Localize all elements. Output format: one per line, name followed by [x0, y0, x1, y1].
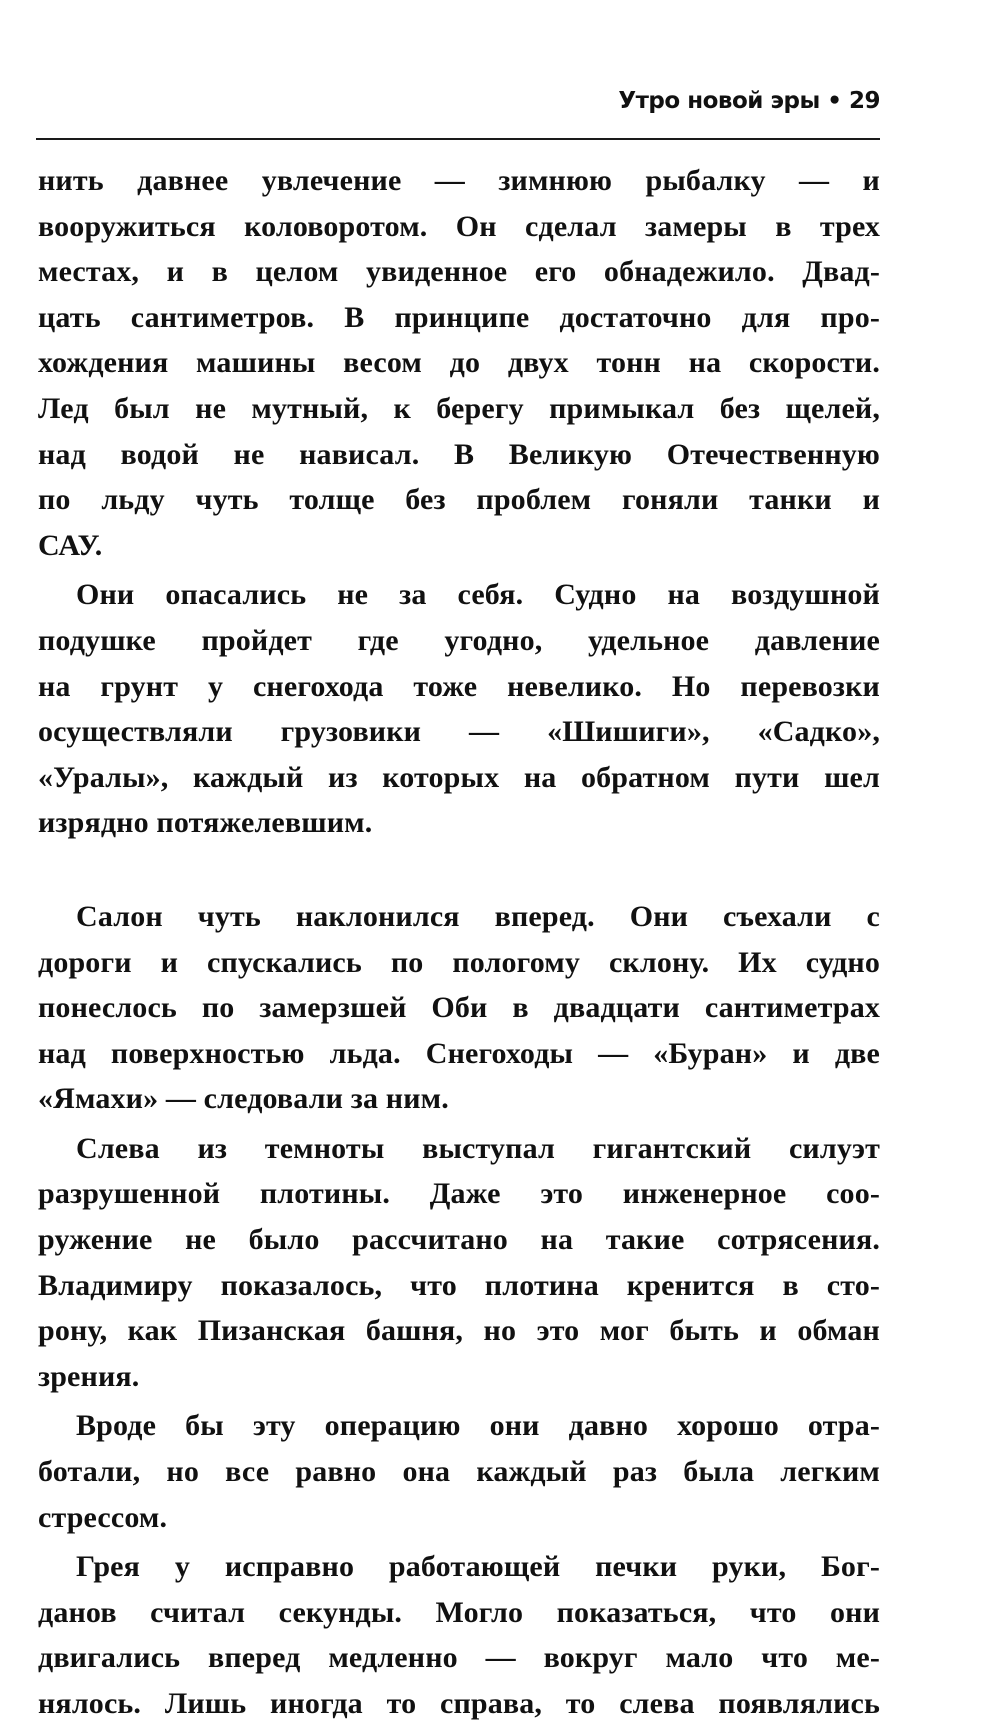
- text-line: Вроде бы эту операцию они давно хорошо отра-: [76, 1409, 880, 1443]
- text-line: Слева из темноты выступал гигантский силуэт: [76, 1131, 880, 1165]
- text-line: Лед был не мутный, к берегу примыкал без щелей,: [38, 391, 880, 425]
- text-line: изрядно потяжелевшим.: [38, 806, 373, 840]
- paragraph: [38, 1544, 880, 1726]
- text-line: стрессом.: [38, 1500, 168, 1534]
- text-line: «Ямахи» — следовали за ним.: [38, 1082, 449, 1116]
- text-line: хождения машины весом до двух тонн на скорости.: [38, 346, 880, 380]
- section-break: [38, 846, 880, 894]
- text-line: ружение не было рассчитано на такие сотрясения.: [38, 1223, 880, 1257]
- text-line: понеслось по замерзшей Оби в двадцати сантиметрах: [38, 991, 880, 1025]
- text-line: двигались вперед медленно — вокруг мало что ме-: [38, 1641, 880, 1675]
- text-line: рону, как Пизанская башня, но это мог быть и обман: [38, 1314, 880, 1348]
- text-line: Салон чуть наклонился вперед. Они съехали с: [76, 899, 880, 933]
- text-line: САУ.: [38, 528, 103, 562]
- text-line: Владимиру показалось, что плотина кренится в сто-: [38, 1268, 880, 1302]
- text-line: над поверхностью льда. Снегоходы — «Буран» и две: [38, 1036, 880, 1070]
- running-head: Утро новой эры • 29: [618, 88, 880, 114]
- paragraph: [38, 158, 880, 568]
- text-line: над водой не нависал. В Великую Отечественную: [38, 437, 880, 471]
- paragraph: [38, 1126, 880, 1400]
- text-line: данов считал секунды. Могло показаться, что они: [38, 1595, 880, 1629]
- text-line: Они опасались не за себя. Судно на воздушной: [76, 578, 880, 612]
- body-text: [38, 158, 880, 1727]
- paragraph: [38, 894, 880, 1122]
- paragraph: [38, 1403, 880, 1540]
- text-line: подушке пройдет где угодно, удельное давление: [38, 623, 880, 657]
- text-line: осуществляли грузовики — «Шишиги», «Садко»,: [38, 715, 880, 749]
- text-line: нить давнее увлечение — зимнюю рыбалку — и: [38, 164, 880, 197]
- text-line: по льду чуть толще без проблем гоняли танки и: [38, 483, 880, 517]
- paragraph: [38, 572, 880, 846]
- text-line: цать сантиметров. В принципе достаточно для про-: [38, 300, 880, 334]
- text-line: ботали, но все равно она каждый раз была легким: [38, 1455, 880, 1489]
- header-rule: [36, 138, 880, 140]
- text-line: нялось. Лишь иногда то справа, то слева появлялись: [38, 1687, 880, 1720]
- text-line: вооружиться коловоротом. Он сделал замеры в трех: [38, 209, 880, 243]
- text-line: зрения.: [38, 1359, 140, 1393]
- text-line: разрушенной плотины. Даже это инженерное соо-: [38, 1177, 880, 1211]
- text-line: на грунт у снегохода тоже невелико. Но перевозки: [38, 669, 880, 703]
- text-line: дороги и спускались по пологому склону. Их судно: [38, 945, 880, 979]
- text-line: местах, и в целом увиденное его обнадежило. Двад-: [38, 255, 880, 289]
- text-line: Грея у исправно работающей печки руки, Бог-: [76, 1550, 880, 1584]
- text-line: «Уралы», каждый из которых на обратном пути шел: [38, 760, 880, 794]
